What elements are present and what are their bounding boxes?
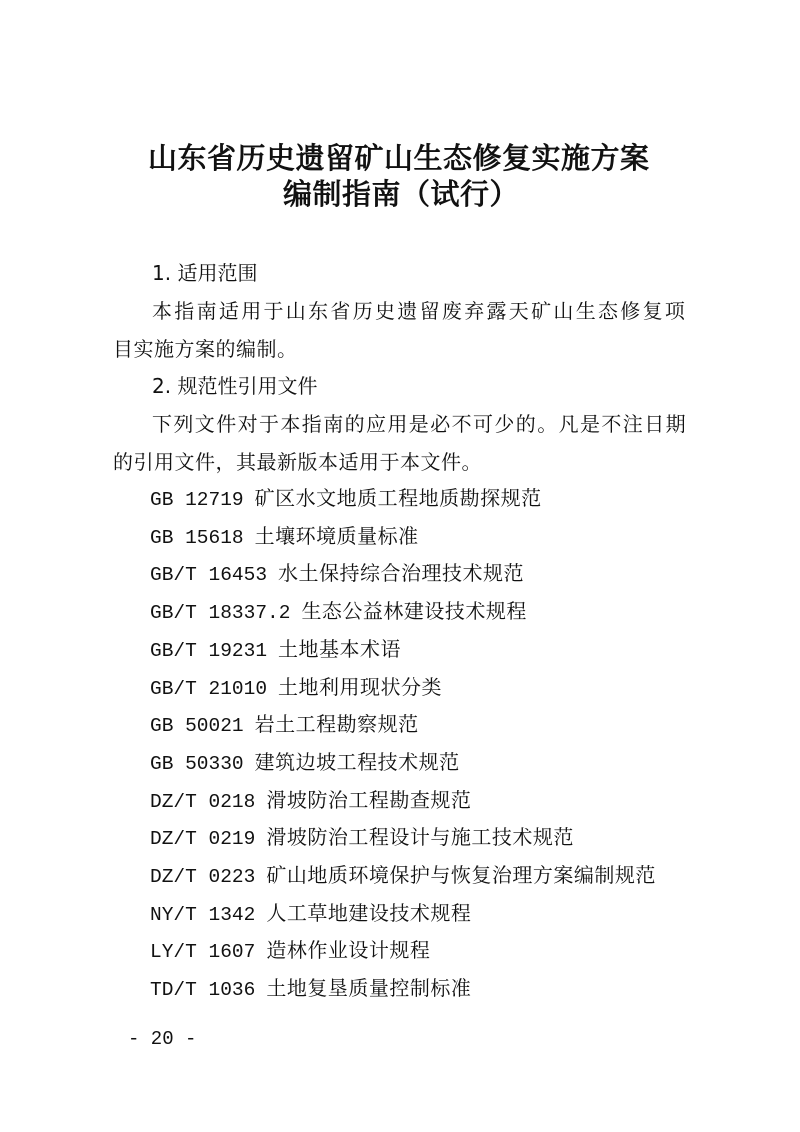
paragraph-line: 下列文件对于本指南的应用是必不可少的。凡是不注日期 [152,412,687,436]
reference-name: 人工草地建设技术规程 [266,900,472,925]
document-title-line1: 山东省历史遗留矿山生态修复实施方案 [148,141,650,175]
reference-code: DZ/T 0218 [150,790,256,813]
reference-code: GB/T 18337.2 [150,602,291,625]
reference-name: 土地复垦质量控制标准 [266,976,472,1001]
reference-code: GB/T 19231 [150,639,268,662]
reference-item [150,897,471,926]
reference-item [150,595,527,624]
reference-name: 生态公益林建设技术规程 [301,599,527,624]
paragraph-line: 目实施方案的编制。 [113,337,298,361]
reference-item [150,671,442,700]
reference-name: 土壤环境质量标准 [254,523,419,548]
reference-code: GB/T 16453 [150,564,268,587]
reference-item [150,746,460,775]
reference-item [150,520,419,549]
reference-code: GB 15618 [150,526,244,549]
reference-name: 水土保持综合治理技术规范 [278,561,525,586]
reference-name: 滑坡防治工程勘查规范 [266,787,472,812]
reference-code: DZ/T 0219 [150,828,256,851]
reference-name: 滑坡防治工程设计与施工技术规范 [266,825,574,850]
reference-item [150,708,419,737]
reference-item [150,972,471,1001]
reference-name: 矿山地质环境保护与恢复治理方案编制规范 [266,863,656,887]
reference-code: GB 50330 [150,752,244,775]
section-heading-scope: 1. 适用范围 [152,261,258,285]
reference-code: NY/T 1342 [150,903,256,926]
reference-item [150,934,430,963]
reference-item [150,482,542,511]
reference-code: GB/T 21010 [150,677,268,700]
reference-name: 建筑边坡工程技术规范 [254,749,460,774]
reference-item [150,784,471,813]
section-heading-references: 2. 规范性引用文件 [152,374,318,398]
reference-name: 土地基本术语 [278,636,402,661]
page-number: - 20 - [128,1028,197,1050]
reference-name: 土地利用现状分类 [278,674,443,699]
reference-code: DZ/T 0223 [150,866,256,888]
reference-code: TD/T 1036 [150,979,256,1002]
reference-name: 岩土工程勘察规范 [254,712,419,737]
reference-code: GB 12719 [150,489,244,511]
reference-name: 造林作业设计规程 [266,938,431,963]
paragraph-line: 的引用文件，其最新版本适用于本文件。 [113,450,482,474]
reference-code: LY/T 1607 [150,941,256,964]
reference-code: GB 50021 [150,715,244,738]
reference-item [150,859,656,888]
paragraph-line: 本指南适用于山东省历史遗留废弃露天矿山生态修复项 [152,299,688,323]
reference-item [150,633,401,662]
reference-item [150,821,574,850]
reference-name: 矿区水文地质工程地质勘探规范 [254,486,542,510]
reference-item [150,557,524,586]
document-title-line2: 编制指南（试行） [283,177,520,211]
